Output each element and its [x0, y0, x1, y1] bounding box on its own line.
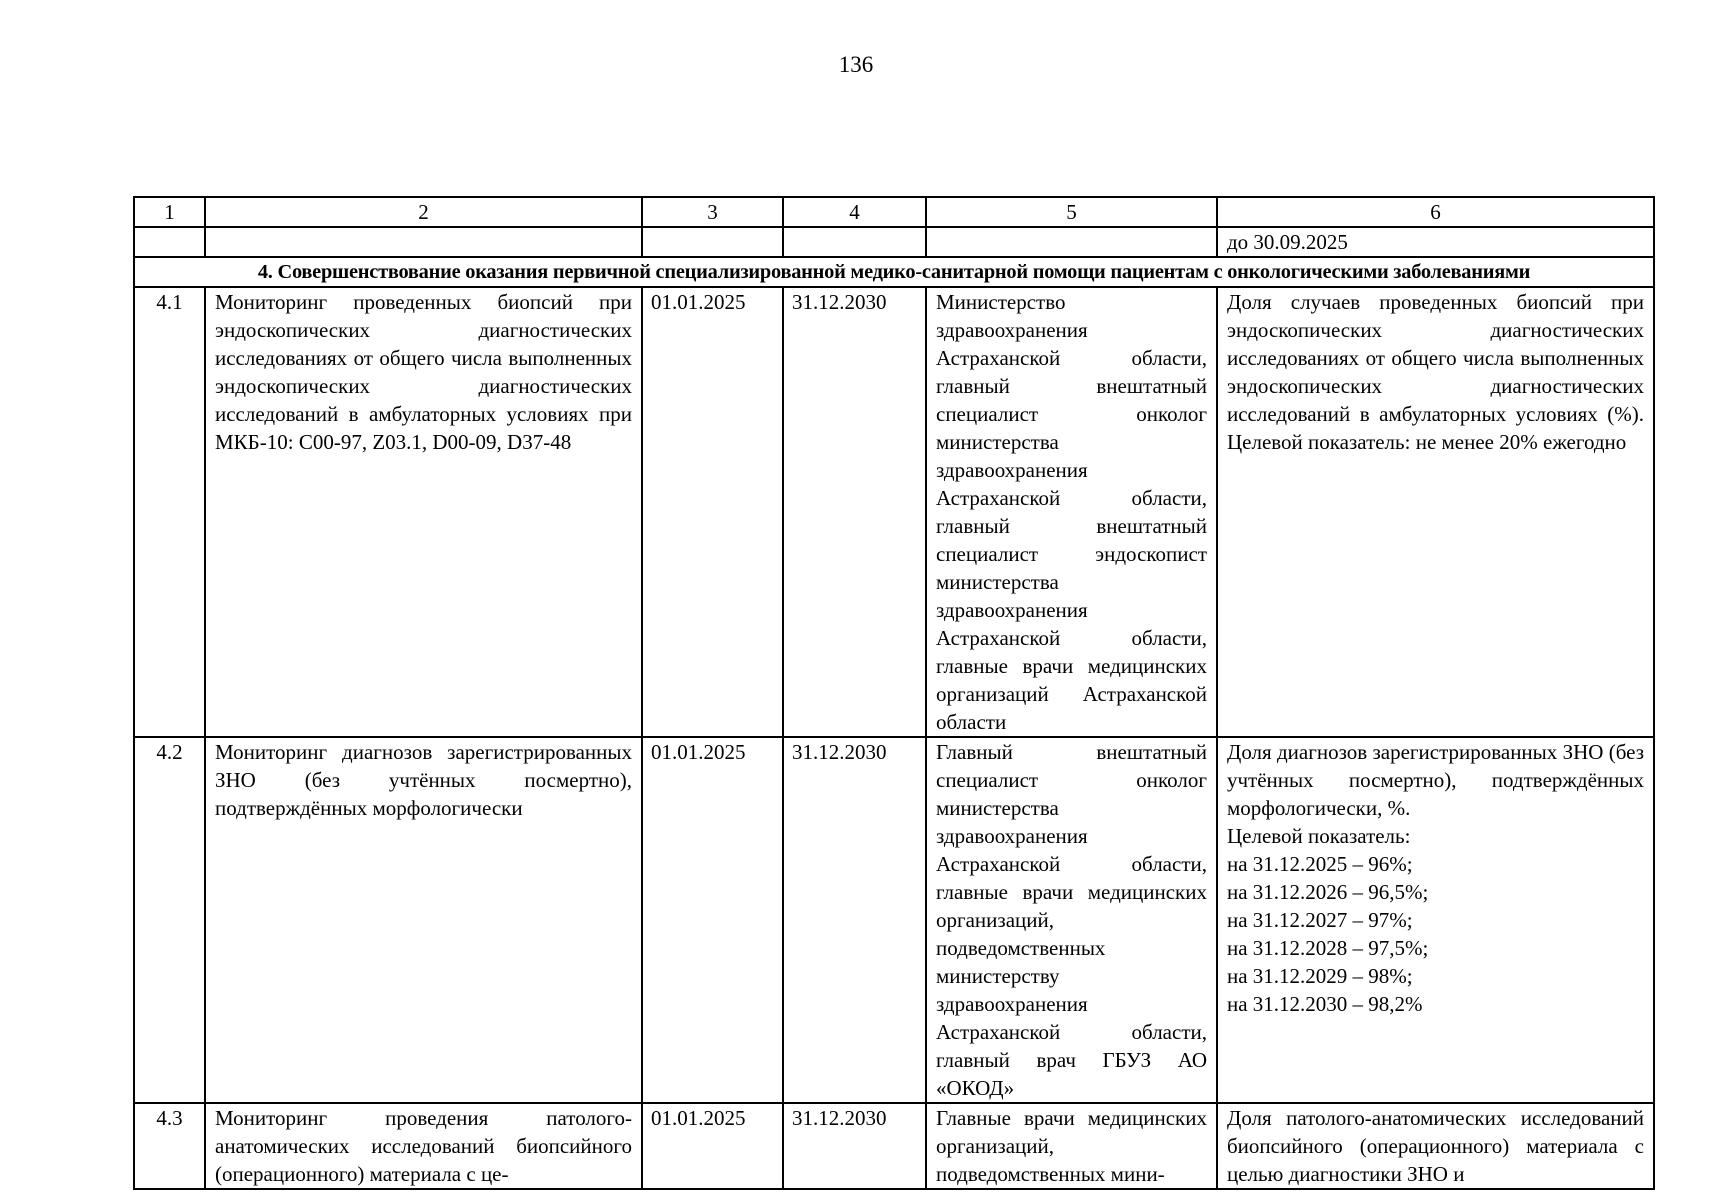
responsible-cell: Главный внештатный специалист онколог министерства здравоохранения Астраханской области, главные врачи медицинских организаций, подведомственных министерству здравоохранения Астраханской области, главный врач ГБУЗ АО «ОКОД» [926, 737, 1217, 1103]
table-row [134, 1103, 1654, 1189]
indicator-line: Доля диагнозов зарегистрированных ЗНО (без учтённых посмертно), подтверждённых морфологически, %. [1227, 740, 1644, 820]
continuation-row [134, 227, 1654, 257]
table-row [134, 287, 1654, 737]
end-date-cell: 31.12.2030 [783, 287, 926, 737]
indicator-line: на 31.12.2028 – 97,5%; [1227, 936, 1429, 960]
column-number-cell: 2 [205, 197, 642, 227]
empty-cell [205, 227, 642, 257]
section-row [134, 257, 1654, 287]
indicator-line: на 31.12.2026 – 96,5%; [1227, 880, 1429, 904]
continuation-text: до 30.09.2025 [1217, 227, 1654, 257]
column-number-row [134, 197, 1654, 227]
indicator-line: на 31.12.2027 – 97%; [1227, 908, 1413, 932]
indicator-line: Целевой показатель: [1227, 824, 1411, 848]
row-number: 4.1 [134, 287, 205, 737]
responsible-cell: Главные врачи медицинских организаций, подведомственных мини- [926, 1103, 1217, 1189]
column-number-cell: 6 [1217, 197, 1654, 227]
plan-table [133, 196, 1655, 1190]
indicator-line: на 31.12.2030 – 98,2% [1227, 992, 1423, 1016]
indicator-cell: Доля случаев проведенных биопсий при эндоскопических диагностических исследованиях от общего числа выполненных эндоскопических диагностических исследований в амбулаторных условиях (%). Целевой показатель: не менее 20% ежегодно [1217, 287, 1654, 737]
column-number-cell: 4 [783, 197, 926, 227]
row-number: 4.3 [134, 1103, 205, 1189]
page-number: 136 [838, 52, 874, 77]
end-date-cell: 31.12.2030 [783, 737, 926, 1103]
table-row [134, 737, 1654, 1103]
column-number-cell: 5 [926, 197, 1217, 227]
responsible-cell: Министерство здравоохранения Астраханской области, главный внештатный специалист онколог министерства здравоохранения Астраханской области, главный внештатный специалист эндоскопист министерства здравоохранения Астраханской области, главные врачи медицинских организаций Астраханской области [926, 287, 1217, 737]
end-date-cell: 31.12.2030 [783, 1103, 926, 1189]
column-number-cell: 1 [134, 197, 205, 227]
activity-cell: Мониторинг проведения патолого-анатомических исследований биопсийного (операционного) материала с це- [205, 1103, 642, 1189]
activity-cell: Мониторинг диагнозов зарегистрированных ЗНО (без учтённых посмертно), подтверждённых морфологически [205, 737, 642, 1103]
column-number-cell: 3 [642, 197, 783, 227]
empty-cell [642, 227, 783, 257]
indicator-cell [1217, 737, 1654, 1103]
empty-cell [783, 227, 926, 257]
indicator-cell: Доля патолого-анатомических исследований биопсийного (операционного) материала с целью диагностики ЗНО и [1217, 1103, 1654, 1189]
start-date-cell: 01.01.2025 [642, 1103, 783, 1189]
row-number: 4.2 [134, 737, 205, 1103]
activity-cell: Мониторинг проведенных биопсий при эндоскопических диагностических исследованиях от общего числа выполненных эндоскопических диагностических исследований в амбулаторных условиях при МКБ-10: С00-97, Z03.1, D00-09, D37-48 [205, 287, 642, 737]
empty-cell [134, 227, 205, 257]
section-title: 4. Совершенствование оказания первичной специализированной медико-санитарной помощи пациентам с онкологическими заболеваниями [134, 257, 1654, 287]
start-date-cell: 01.01.2025 [642, 737, 783, 1103]
start-date-cell: 01.01.2025 [642, 287, 783, 737]
indicator-line: на 31.12.2029 – 98%; [1227, 964, 1413, 988]
indicator-line: на 31.12.2025 – 96%; [1227, 852, 1413, 876]
empty-cell [926, 227, 1217, 257]
